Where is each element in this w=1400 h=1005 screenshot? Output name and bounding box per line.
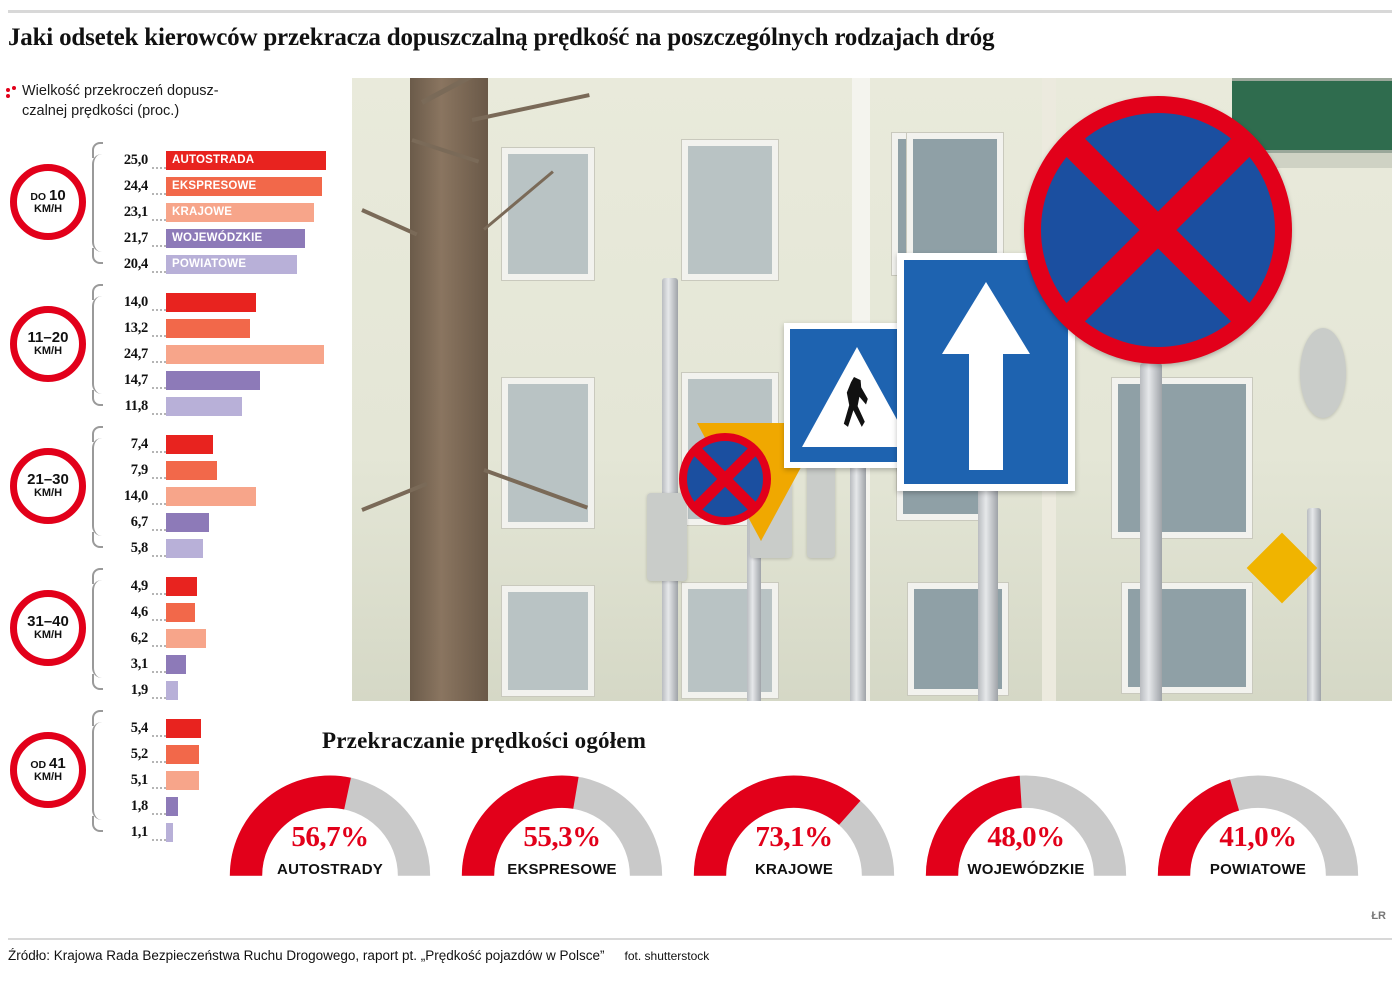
leader-line [152, 325, 166, 337]
bar [166, 203, 314, 222]
bar-value-label: 13,2 [123, 319, 148, 336]
brace [92, 722, 104, 820]
bar-row [104, 252, 344, 276]
speed-range-badge [10, 164, 86, 240]
photo-credit: fot. shutterstock [624, 949, 710, 963]
badge-value: 10 [48, 187, 66, 205]
page-title: Jaki odsetek kierowców przekracza dopuszczalną prędkość na poszczególnych rodzajach dróg [8, 24, 995, 51]
bar-value-label: 14,0 [123, 293, 148, 310]
bar-value-label: 7,9 [130, 461, 148, 478]
gauge [682, 768, 906, 880]
leader-line [152, 299, 166, 311]
badge-unit: KM/H [33, 345, 63, 358]
bar-category-label: POWIATOWE [172, 258, 247, 270]
gauge-label: KRAJOWE [754, 861, 834, 878]
bar-row [104, 290, 344, 314]
leader-line [152, 803, 166, 815]
brace [92, 438, 104, 536]
bar-category-label: EKSPRESOWE [172, 180, 257, 192]
speed-range-badge [10, 306, 86, 382]
bar-value-label: 4,9 [130, 577, 148, 594]
bar-row [104, 174, 344, 198]
gauge-label: AUTOSTRADY [277, 861, 383, 878]
brace [92, 154, 104, 252]
speed-range-badge [10, 448, 86, 524]
leader-line [152, 545, 166, 557]
gauge-list [218, 768, 1378, 880]
leader-line [152, 583, 166, 595]
bar [166, 797, 178, 816]
bar [166, 345, 324, 364]
bar [166, 487, 256, 506]
leader-line [152, 687, 166, 699]
bar-value-label: 4,6 [130, 603, 148, 620]
speed-group [0, 280, 345, 414]
bar-value-label: 24,7 [123, 345, 148, 362]
bar [166, 397, 242, 416]
speed-group-list [0, 138, 345, 848]
bar-row [104, 600, 344, 624]
bar-category-label: KRAJOWE [172, 206, 233, 218]
bar-row [104, 316, 344, 340]
bar-value-label: 1,8 [130, 797, 148, 814]
bar-row [104, 574, 344, 598]
gauge-label: POWIATOWE [1209, 861, 1307, 878]
section-title-overall: Przekraczanie prędkości ogółem [322, 728, 647, 753]
leader-line [152, 441, 166, 453]
source-note [8, 948, 709, 963]
bar [166, 539, 203, 558]
bar-value-label: 23,1 [123, 203, 148, 220]
badge-value: 11–20 [27, 329, 69, 347]
bar [166, 151, 326, 170]
bar-value-label: 1,1 [130, 823, 148, 840]
legend [6, 82, 306, 121]
leader-line [152, 493, 166, 505]
bar [166, 229, 305, 248]
dots-icon [6, 86, 18, 100]
bar-row [104, 458, 344, 482]
bar-row [104, 510, 344, 534]
bar-category-label: AUTOSTRADA [172, 154, 255, 166]
speed-group [0, 138, 345, 272]
bar [166, 435, 213, 454]
bar-row [104, 742, 344, 766]
speed-group [0, 422, 345, 556]
legend-line-1: Wielkość przekroczeń dopusz- [22, 83, 219, 99]
bar-row [104, 484, 344, 508]
badge-value: 21–30 [27, 471, 69, 489]
bar-value-label: 6,7 [130, 513, 148, 530]
leader-line [152, 661, 166, 673]
bar-value-label: 11,8 [124, 397, 148, 414]
bar [166, 371, 260, 390]
badge-unit: KM/H [33, 487, 63, 500]
bar-row [104, 342, 344, 366]
badge-value: 41 [48, 755, 66, 773]
bar [166, 655, 186, 674]
bar [166, 513, 209, 532]
bar [166, 719, 201, 738]
leader-line [152, 157, 166, 169]
bar-value-label: 5,4 [130, 719, 148, 736]
bar-value-label: 6,2 [130, 629, 148, 646]
bar [166, 745, 199, 764]
bar-row [104, 678, 344, 702]
bar [166, 255, 297, 274]
bar-row [104, 652, 344, 676]
bar-value-label: 24,4 [123, 177, 148, 194]
no-stopping-sign-large [1024, 96, 1292, 364]
speed-group [0, 564, 345, 698]
tree [410, 78, 488, 701]
gauge-value: 48,0% [987, 821, 1065, 853]
bar-value-label: 21,7 [123, 229, 148, 246]
brace [92, 296, 104, 394]
bar-value-label: 1,9 [130, 681, 148, 698]
gauge [1146, 768, 1370, 880]
bar-row [104, 226, 344, 250]
bar-value-label: 14,0 [123, 487, 148, 504]
bar [166, 319, 250, 338]
gauge [450, 768, 674, 880]
leader-line [152, 609, 166, 621]
bar-row [104, 368, 344, 392]
bar-value-label: 5,2 [130, 745, 148, 762]
bar [166, 823, 173, 842]
bar [166, 603, 195, 622]
source-divider [8, 938, 1392, 940]
legend-line-2: czalnej prędkości (proc.) [22, 102, 180, 119]
bar-row [104, 200, 344, 224]
bar [166, 629, 206, 648]
bar-value-label: 5,8 [130, 539, 148, 556]
leader-line [152, 235, 166, 247]
leader-line [152, 209, 166, 221]
leader-line [152, 377, 166, 389]
leader-line [152, 467, 166, 479]
bar-value-label: 14,7 [123, 371, 148, 388]
bar-row [104, 716, 344, 740]
bar-value-label: 25,0 [123, 151, 148, 168]
speed-range-badge [10, 732, 86, 808]
badge-unit: KM/H [33, 629, 63, 642]
bar-value-label: 7,4 [130, 435, 148, 452]
badge-unit: KM/H [33, 203, 63, 216]
bar-row [104, 626, 344, 650]
leader-line [152, 183, 166, 195]
leader-line [152, 403, 166, 415]
bar [166, 681, 178, 700]
gauge [218, 768, 442, 880]
leader-line [152, 751, 166, 763]
bar [166, 577, 197, 596]
badge-unit: KM/H [33, 771, 63, 784]
bar-row [104, 536, 344, 560]
gauge-label: WOJEWÓDZKIE [967, 861, 1085, 878]
gauge-label: EKSPRESOWE [507, 861, 617, 878]
source-text: Źródło: Krajowa Rada Bezpieczeństwa Ruchu Drogowego, raport pt. „Prędkość pojazdów w Polsce” [8, 948, 605, 963]
top-divider [8, 10, 1392, 13]
bar-row [104, 148, 344, 172]
leader-line [152, 777, 166, 789]
gauge-value: 55,3% [523, 821, 601, 853]
bar-value-label: 3,1 [130, 655, 148, 672]
no-stopping-sign-small [679, 433, 771, 525]
badge-prefix: OD [30, 759, 49, 772]
bar-value-label: 5,1 [130, 771, 148, 788]
bar [166, 293, 256, 312]
badge-value: 31–40 [27, 613, 69, 631]
bar-row [104, 432, 344, 456]
gauge-value: 73,1% [755, 821, 833, 853]
gauge-value: 56,7% [291, 821, 369, 853]
author-credit: ŁR [1371, 910, 1386, 922]
gauge [914, 768, 1138, 880]
gauge-value: 41,0% [1219, 821, 1297, 853]
bar [166, 461, 217, 480]
leader-line [152, 635, 166, 647]
speed-range-badge [10, 590, 86, 666]
leader-line [152, 725, 166, 737]
leader-line [152, 261, 166, 273]
leader-line [152, 351, 166, 363]
photo-road-signs [352, 78, 1392, 701]
bar [166, 177, 322, 196]
badge-prefix: DO [30, 191, 49, 204]
bar [166, 771, 199, 790]
leader-line [152, 829, 166, 841]
bar-category-label: WOJEWÓDZKIE [172, 232, 263, 244]
bar-value-label: 20,4 [123, 255, 148, 272]
bar-row [104, 394, 344, 418]
leader-line [152, 519, 166, 531]
brace [92, 580, 104, 678]
